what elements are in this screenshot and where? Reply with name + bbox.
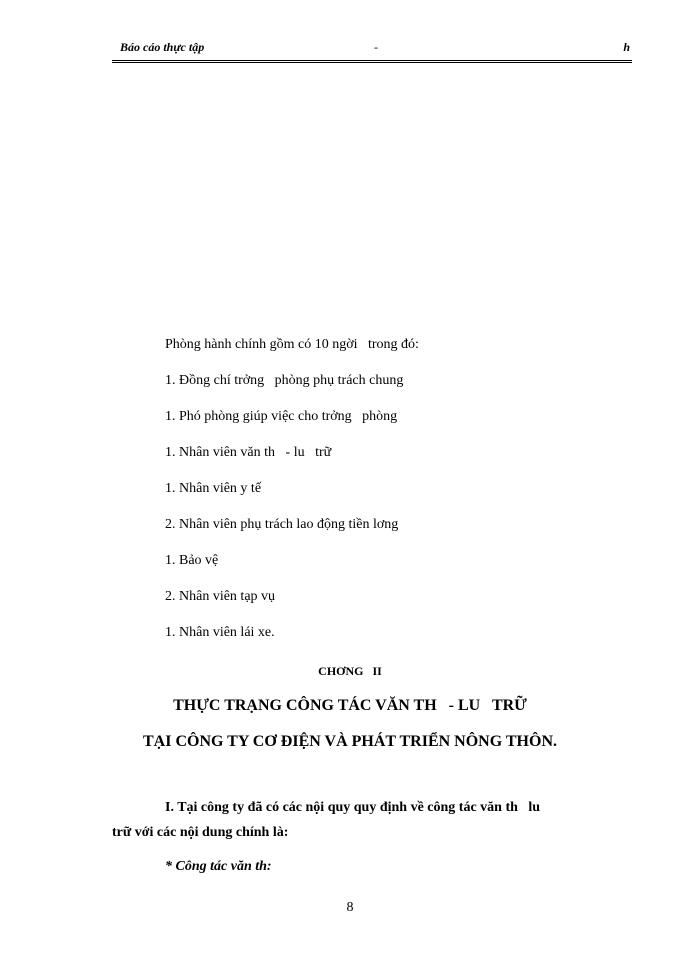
staff-item: 1. Nhân viên văn th - lu trữ bbox=[165, 445, 332, 460]
page-number: 8 bbox=[346, 900, 354, 915]
subsection-heading: * Công tác văn th: bbox=[165, 859, 272, 874]
staff-item: 2. Nhân viên tạp vụ bbox=[165, 589, 276, 604]
staff-item: 1. Bảo vệ bbox=[165, 553, 219, 568]
section-heading-line-1: I. Tại công ty đã có các nội quy quy định về công tác văn th lu bbox=[165, 800, 541, 815]
section-heading-line-2: trữ với các nội dung chính là: bbox=[112, 825, 289, 840]
staff-intro: Phòng hành chính gồm có 10 ngời trong đó: bbox=[165, 337, 419, 352]
staff-item: 1. Đồng chí trởng phòng phụ trách chung bbox=[165, 373, 404, 388]
header-title: Báo cáo thực tập bbox=[120, 40, 205, 54]
staff-item: 1. Nhân viên lái xe. bbox=[165, 625, 275, 640]
staff-item: 2. Nhân viên phụ trách lao động tiền lơng bbox=[165, 517, 399, 532]
header-right-text: h bbox=[623, 40, 630, 54]
chapter-title-line-2: TẠI CÔNG TY CƠ ĐIỆN VÀ PHÁT TRIỂN NÔNG THÔN. bbox=[143, 733, 557, 750]
chapter-title-line-1: THỰC TRẠNG CÔNG TÁC VĂN TH - LU TRỮ bbox=[173, 697, 527, 714]
staff-item: 1. Phó phòng giúp việc cho trởng phòng bbox=[165, 409, 398, 424]
staff-item: 1. Nhân viên y tế bbox=[165, 481, 262, 496]
chapter-heading: CHƠNG II bbox=[318, 664, 382, 678]
header-separator: - bbox=[374, 40, 378, 54]
page-header bbox=[112, 38, 632, 63]
